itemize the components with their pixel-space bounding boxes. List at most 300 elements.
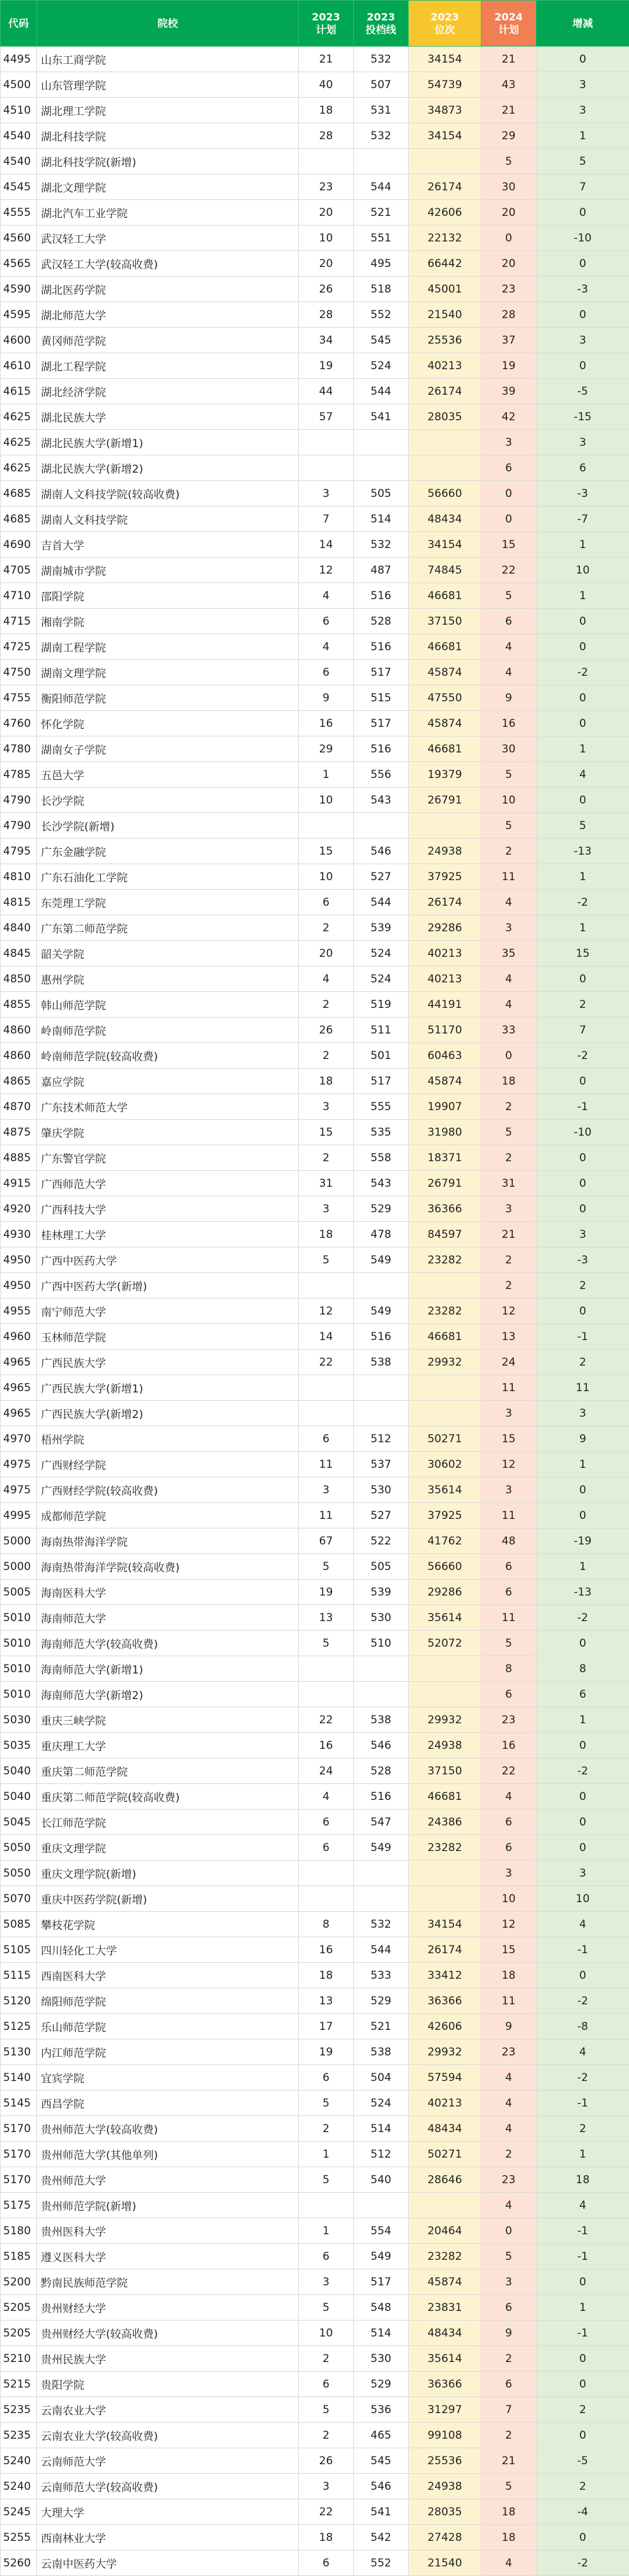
cell-plan-2024: 6: [481, 1580, 536, 1605]
cell-rank-2023: 23282: [409, 1299, 481, 1324]
cell-score-2023: 529: [354, 2372, 409, 2397]
cell-code: 5145: [1, 2091, 37, 2116]
cell-plan-2024: 23: [481, 2039, 536, 2065]
cell-delta: 3: [536, 1222, 629, 1247]
cell-plan-2023: 4: [299, 634, 354, 660]
cell-code: 4855: [1, 992, 37, 1017]
cell-plan-2024: 4: [481, 890, 536, 915]
cell-plan-2023: 3: [299, 1477, 354, 1503]
cell-rank-2023: 42606: [409, 200, 481, 225]
cell-plan-2024: 22: [481, 1758, 536, 1784]
cell-plan-2024: 21: [481, 2448, 536, 2474]
cell-score-2023: [354, 1682, 409, 1707]
cell-plan-2023: 14: [299, 532, 354, 558]
cell-score-2023: 522: [354, 1528, 409, 1554]
cell-code: 4860: [1, 1043, 37, 1069]
cell-school: 肇庆学院: [37, 1120, 299, 1145]
cell-school: 贵州财经大学(较高收费): [37, 2321, 299, 2346]
header-school: 院校: [37, 1, 299, 47]
cell-plan-2024: 5: [481, 583, 536, 609]
cell-delta: -2: [536, 1758, 629, 1784]
table-row: [1, 2499, 629, 2525]
table-row: [1, 1810, 629, 1835]
cell-delta: 7: [536, 1017, 629, 1043]
cell-code: 4760: [1, 711, 37, 736]
cell-school: 山东工商学院: [37, 47, 299, 72]
cell-code: 4625: [1, 455, 37, 481]
cell-plan-2024: 0: [481, 225, 536, 251]
cell-score-2023: 532: [354, 123, 409, 149]
cell-code: 5085: [1, 1912, 37, 1937]
table-row: [1, 1758, 629, 1784]
cell-plan-2024: 15: [481, 1937, 536, 1963]
cell-rank-2023: 48434: [409, 507, 481, 532]
cell-delta: 0: [536, 966, 629, 992]
cell-school: 长沙学院: [37, 788, 299, 813]
table-row: [1, 1094, 629, 1120]
cell-school: 海南师范大学(新增1): [37, 1656, 299, 1682]
table-row: [1, 2269, 629, 2295]
cell-code: 4685: [1, 507, 37, 532]
cell-plan-2024: 12: [481, 1452, 536, 1477]
cell-rank-2023: 37925: [409, 1503, 481, 1528]
cell-school: 湖北工程学院: [37, 353, 299, 379]
cell-plan-2023: 22: [299, 1350, 354, 1375]
cell-delta: -2: [536, 1988, 629, 2014]
cell-plan-2023: 17: [299, 2014, 354, 2039]
cell-school: 广西民族大学(新增2): [37, 1401, 299, 1426]
cell-school: 重庆理工大学: [37, 1733, 299, 1758]
cell-delta: -1: [536, 2321, 629, 2346]
cell-score-2023: 552: [354, 2550, 409, 2576]
cell-plan-2023: 6: [299, 2550, 354, 2576]
table-row: [1, 1375, 629, 1401]
header-plan-2024-label: 2024 计划: [494, 11, 523, 36]
cell-delta: 0: [536, 1503, 629, 1528]
cell-score-2023: 524: [354, 941, 409, 966]
cell-plan-2024: 4: [481, 2091, 536, 2116]
cell-plan-2024: 0: [481, 507, 536, 532]
cell-code: 5255: [1, 2525, 37, 2550]
cell-score-2023: 537: [354, 1452, 409, 1477]
cell-score-2023: 555: [354, 1094, 409, 1120]
cell-code: 4795: [1, 839, 37, 864]
cell-plan-2024: 6: [481, 455, 536, 481]
cell-code: 5215: [1, 2372, 37, 2397]
cell-rank-2023: 30602: [409, 1452, 481, 1477]
cell-rank-2023: 18371: [409, 1145, 481, 1171]
table-row: [1, 2039, 629, 2065]
cell-code: 5120: [1, 1988, 37, 2014]
cell-score-2023: 538: [354, 1350, 409, 1375]
cell-score-2023: 516: [354, 583, 409, 609]
cell-score-2023: 514: [354, 2321, 409, 2346]
cell-rank-2023: 29932: [409, 1350, 481, 1375]
table-row: [1, 558, 629, 583]
cell-code: 4595: [1, 302, 37, 328]
cell-rank-2023: 20464: [409, 2218, 481, 2244]
cell-plan-2024: 23: [481, 277, 536, 302]
cell-plan-2023: 3: [299, 481, 354, 507]
table-row: [1, 2116, 629, 2142]
cell-delta: 0: [536, 1784, 629, 1810]
cell-rank-2023: 34154: [409, 532, 481, 558]
cell-score-2023: [354, 455, 409, 481]
cell-delta: 0: [536, 634, 629, 660]
cell-school: 湖南文理学院: [37, 660, 299, 685]
cell-delta: 1: [536, 1452, 629, 1477]
cell-delta: 0: [536, 788, 629, 813]
cell-delta: 0: [536, 302, 629, 328]
cell-rank-2023: 36366: [409, 1988, 481, 2014]
cell-school: 广东第二师范学院: [37, 915, 299, 941]
cell-plan-2023: 15: [299, 839, 354, 864]
cell-score-2023: 544: [354, 174, 409, 200]
cell-plan-2024: 4: [481, 2550, 536, 2576]
cell-plan-2024: 31: [481, 1171, 536, 1196]
cell-plan-2023: 4: [299, 1784, 354, 1810]
cell-rank-2023: 24938: [409, 839, 481, 864]
cell-code: 4850: [1, 966, 37, 992]
cell-rank-2023: 26174: [409, 1937, 481, 1963]
table-row: [1, 583, 629, 609]
table-row: [1, 1528, 629, 1554]
cell-score-2023: [354, 1886, 409, 1912]
header-row: [1, 1, 629, 47]
cell-delta: 15: [536, 941, 629, 966]
cell-plan-2024: 3: [481, 1477, 536, 1503]
table-row: [1, 1452, 629, 1477]
cell-delta: -3: [536, 481, 629, 507]
cell-rank-2023: 27428: [409, 2525, 481, 2550]
cell-school: 湖北科技学院: [37, 123, 299, 149]
cell-score-2023: 549: [354, 1835, 409, 1861]
cell-rank-2023: 26791: [409, 1171, 481, 1196]
table-row: [1, 1299, 629, 1324]
cell-school: 贵州师范大学(其他单列): [37, 2142, 299, 2167]
cell-delta: 2: [536, 1273, 629, 1299]
cell-delta: 0: [536, 2423, 629, 2448]
cell-code: 4615: [1, 379, 37, 404]
cell-code: 5010: [1, 1605, 37, 1631]
cell-plan-2024: 8: [481, 1656, 536, 1682]
cell-code: 4970: [1, 1426, 37, 1452]
table-row: [1, 1171, 629, 1196]
cell-plan-2024: 4: [481, 1784, 536, 1810]
cell-rank-2023: 31297: [409, 2397, 481, 2423]
cell-score-2023: [354, 1375, 409, 1401]
cell-score-2023: 547: [354, 1810, 409, 1835]
cell-delta: 10: [536, 1886, 629, 1912]
cell-plan-2024: 23: [481, 1707, 536, 1733]
cell-delta: -1: [536, 2244, 629, 2269]
table-row: [1, 2474, 629, 2499]
cell-rank-2023: 34154: [409, 123, 481, 149]
cell-plan-2024: 6: [481, 2295, 536, 2321]
cell-school: 广西师范大学: [37, 1171, 299, 1196]
cell-score-2023: 510: [354, 1631, 409, 1656]
cell-score-2023: 487: [354, 558, 409, 583]
cell-code: 4725: [1, 634, 37, 660]
cell-plan-2024: 9: [481, 2321, 536, 2346]
cell-code: 5035: [1, 1733, 37, 1758]
cell-plan-2023: 18: [299, 1963, 354, 1988]
table-row: [1, 532, 629, 558]
cell-delta: 0: [536, 1810, 629, 1835]
cell-code: 5210: [1, 2346, 37, 2372]
cell-plan-2023: 2: [299, 992, 354, 1017]
table-row: [1, 941, 629, 966]
cell-plan-2023: 6: [299, 1810, 354, 1835]
cell-score-2023: [354, 2193, 409, 2218]
cell-code: 4930: [1, 1222, 37, 1247]
cell-delta: 6: [536, 1682, 629, 1707]
cell-school: 西南医科大学: [37, 1963, 299, 1988]
cell-rank-2023: 29932: [409, 1707, 481, 1733]
cell-rank-2023: 60463: [409, 1043, 481, 1069]
cell-plan-2023: [299, 2193, 354, 2218]
cell-plan-2023: 3: [299, 2474, 354, 2499]
cell-rank-2023: 47550: [409, 685, 481, 711]
cell-plan-2024: 11: [481, 1988, 536, 2014]
cell-school: 广西民族大学(新增1): [37, 1375, 299, 1401]
cell-plan-2024: 28: [481, 302, 536, 328]
cell-rank-2023: 28035: [409, 2499, 481, 2525]
cell-plan-2024: 4: [481, 2193, 536, 2218]
cell-plan-2023: 11: [299, 1452, 354, 1477]
cell-plan-2023: 2: [299, 2423, 354, 2448]
cell-delta: 2: [536, 992, 629, 1017]
cell-rank-2023: 45874: [409, 1069, 481, 1094]
table-row: [1, 277, 629, 302]
cell-rank-2023: 66442: [409, 251, 481, 277]
cell-score-2023: 549: [354, 1247, 409, 1273]
table-row: [1, 123, 629, 149]
cell-delta: -10: [536, 225, 629, 251]
cell-score-2023: 545: [354, 328, 409, 353]
cell-school: 云南中医药大学: [37, 2550, 299, 2576]
cell-plan-2024: 39: [481, 379, 536, 404]
cell-score-2023: 528: [354, 609, 409, 634]
table-row: [1, 200, 629, 225]
cell-plan-2023: 14: [299, 1324, 354, 1350]
table-row: [1, 174, 629, 200]
cell-school: 五邑大学: [37, 762, 299, 788]
cell-plan-2023: 11: [299, 1503, 354, 1528]
cell-code: 5170: [1, 2116, 37, 2142]
cell-delta: -1: [536, 2091, 629, 2116]
table-row: [1, 379, 629, 404]
cell-code: 5240: [1, 2474, 37, 2499]
cell-school: 武汉轻工大学: [37, 225, 299, 251]
cell-school: 岭南师范学院: [37, 1017, 299, 1043]
cell-school: 广东金融学院: [37, 839, 299, 864]
cell-plan-2023: 2: [299, 2346, 354, 2372]
cell-rank-2023: 23831: [409, 2295, 481, 2321]
cell-code: 4545: [1, 174, 37, 200]
cell-code: 4610: [1, 353, 37, 379]
table-row: [1, 72, 629, 98]
cell-plan-2024: 23: [481, 2167, 536, 2193]
cell-delta: 18: [536, 2167, 629, 2193]
cell-score-2023: 540: [354, 2167, 409, 2193]
cell-delta: 0: [536, 1963, 629, 1988]
cell-rank-2023: 99108: [409, 2423, 481, 2448]
cell-school: 东莞理工学院: [37, 890, 299, 915]
cell-plan-2023: 18: [299, 98, 354, 123]
cell-code: 4555: [1, 200, 37, 225]
cell-school: 湖北师范大学: [37, 302, 299, 328]
cell-plan-2023: 12: [299, 558, 354, 583]
header-plan-2023-label: 2023 计划: [312, 11, 340, 36]
cell-delta: 4: [536, 762, 629, 788]
cell-code: 5180: [1, 2218, 37, 2244]
cell-plan-2024: 22: [481, 558, 536, 583]
cell-score-2023: 545: [354, 2448, 409, 2474]
cell-rank-2023: 34873: [409, 98, 481, 123]
cell-delta: 4: [536, 2193, 629, 2218]
cell-plan-2024: 6: [481, 1554, 536, 1580]
cell-plan-2024: 2: [481, 839, 536, 864]
cell-rank-2023: 40213: [409, 2091, 481, 2116]
cell-school: 贵州财经大学: [37, 2295, 299, 2321]
cell-school: 湖北文理学院: [37, 174, 299, 200]
cell-school: 贵阳学院: [37, 2372, 299, 2397]
cell-school: 西昌学院: [37, 2091, 299, 2116]
cell-rank-2023: [409, 149, 481, 174]
table-row: [1, 1503, 629, 1528]
cell-plan-2023: 5: [299, 2295, 354, 2321]
cell-school: 吉首大学: [37, 532, 299, 558]
cell-delta: 0: [536, 2525, 629, 2550]
cell-code: 5010: [1, 1656, 37, 1682]
table-row: [1, 2167, 629, 2193]
cell-plan-2024: 10: [481, 1886, 536, 1912]
table-row: [1, 1017, 629, 1043]
table-row: [1, 2448, 629, 2474]
table-row: [1, 1477, 629, 1503]
cell-school: 湖北汽车工业学院: [37, 200, 299, 225]
table-row: [1, 1912, 629, 1937]
cell-plan-2023: 12: [299, 1299, 354, 1324]
cell-delta: 7: [536, 174, 629, 200]
table-row: [1, 481, 629, 507]
table-row: [1, 2372, 629, 2397]
cell-plan-2024: 3: [481, 1196, 536, 1222]
cell-delta: 3: [536, 72, 629, 98]
cell-school: 四川轻化工大学: [37, 1937, 299, 1963]
cell-score-2023: 548: [354, 2295, 409, 2321]
table-row: [1, 2014, 629, 2039]
cell-school: 广西中医药大学(新增): [37, 1273, 299, 1299]
cell-plan-2023: [299, 813, 354, 839]
cell-school: 长江师范学院: [37, 1810, 299, 1835]
cell-rank-2023: 35614: [409, 2346, 481, 2372]
cell-delta: 5: [536, 813, 629, 839]
cell-plan-2023: 26: [299, 2448, 354, 2474]
cell-delta: 0: [536, 685, 629, 711]
cell-delta: 0: [536, 251, 629, 277]
cell-plan-2023: 4: [299, 583, 354, 609]
table-row: [1, 1631, 629, 1656]
cell-score-2023: 541: [354, 2499, 409, 2525]
cell-rank-2023: 24386: [409, 1810, 481, 1835]
table-row: [1, 1350, 629, 1375]
cell-plan-2024: 0: [481, 1043, 536, 1069]
cell-plan-2024: 29: [481, 123, 536, 149]
cell-school: 湖南人文科技学院(较高收费): [37, 481, 299, 507]
cell-school: 湖北民族大学(新增2): [37, 455, 299, 481]
cell-code: 4965: [1, 1375, 37, 1401]
cell-delta: 2: [536, 1350, 629, 1375]
cell-school: 海南热带海洋学院: [37, 1528, 299, 1554]
cell-delta: 8: [536, 1656, 629, 1682]
cell-rank-2023: [409, 813, 481, 839]
header-code: 代码: [1, 1, 37, 47]
cell-delta: -19: [536, 1528, 629, 1554]
cell-score-2023: 516: [354, 736, 409, 762]
cell-plan-2024: 16: [481, 1733, 536, 1758]
cell-rank-2023: [409, 1401, 481, 1426]
cell-code: 5050: [1, 1861, 37, 1886]
cell-school: 湖北理工学院: [37, 98, 299, 123]
cell-rank-2023: 28646: [409, 2167, 481, 2193]
cell-rank-2023: 21540: [409, 302, 481, 328]
table-body: [1, 47, 629, 2576]
table-row: [1, 685, 629, 711]
cell-school: 广东技术师范大学: [37, 1094, 299, 1120]
table-row: [1, 1554, 629, 1580]
table-row: [1, 2193, 629, 2218]
cell-score-2023: 543: [354, 788, 409, 813]
cell-school: 贵州师范大学(较高收费): [37, 2116, 299, 2142]
cell-rank-2023: 26174: [409, 174, 481, 200]
cell-rank-2023: 46681: [409, 1784, 481, 1810]
cell-plan-2024: 20: [481, 251, 536, 277]
cell-plan-2024: 9: [481, 2014, 536, 2039]
cell-score-2023: 521: [354, 2014, 409, 2039]
table-row: [1, 251, 629, 277]
cell-delta: 1: [536, 583, 629, 609]
cell-code: 5045: [1, 1810, 37, 1835]
cell-score-2023: [354, 149, 409, 174]
table-row: [1, 1937, 629, 1963]
cell-score-2023: 549: [354, 1299, 409, 1324]
cell-delta: 0: [536, 1631, 629, 1656]
cell-score-2023: 516: [354, 634, 409, 660]
cell-delta: -13: [536, 839, 629, 864]
cell-school: 重庆文理学院(新增): [37, 1861, 299, 1886]
cell-delta: 2: [536, 2116, 629, 2142]
table-row: [1, 1733, 629, 1758]
cell-code: 4785: [1, 762, 37, 788]
cell-plan-2023: 3: [299, 1094, 354, 1120]
cell-school: 海南医科大学: [37, 1580, 299, 1605]
cell-code: 4790: [1, 813, 37, 839]
cell-plan-2024: 5: [481, 762, 536, 788]
table-row: [1, 2244, 629, 2269]
cell-code: 4705: [1, 558, 37, 583]
cell-score-2023: 512: [354, 2142, 409, 2167]
cell-rank-2023: 50271: [409, 1426, 481, 1452]
cell-rank-2023: 28035: [409, 404, 481, 430]
table-row: [1, 328, 629, 353]
cell-code: 4915: [1, 1171, 37, 1196]
cell-rank-2023: 74845: [409, 558, 481, 583]
cell-rank-2023: 46681: [409, 1324, 481, 1350]
cell-school: 乐山师范学院: [37, 2014, 299, 2039]
header-score-2023: [354, 1, 409, 47]
